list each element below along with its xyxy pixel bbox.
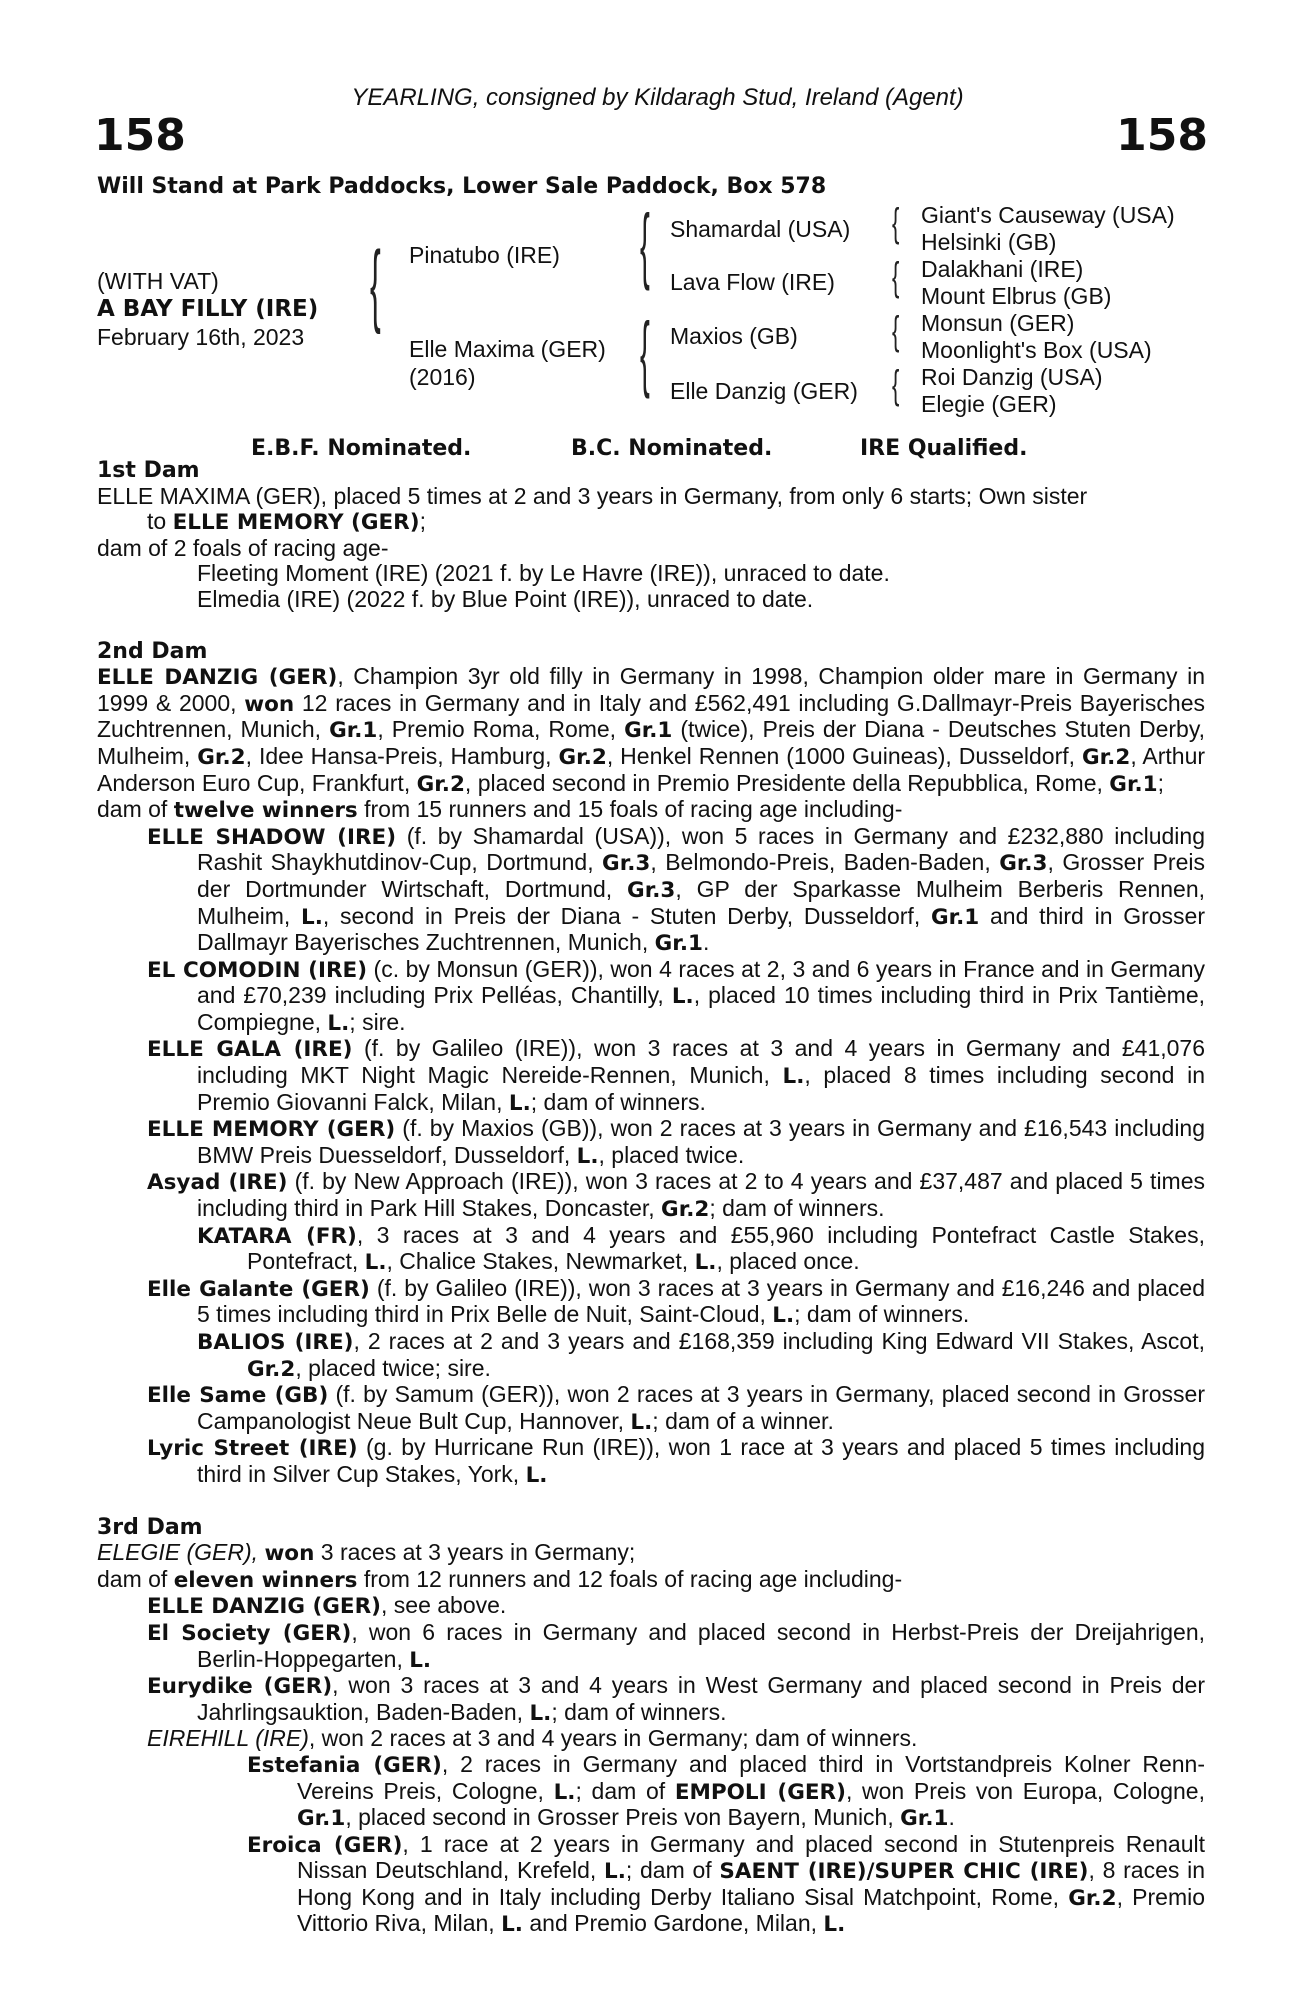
dam-of-line: dam of twelve winners from 15 runners and 15 foals of racing age including- (97, 796, 903, 824)
produce-entry: EL COMODIN (IRE) (c. by Monsun (GER)), won 4 races at 2, 3 and 6 years in France and in Germany and £70,239 including Prix Pelléas, Chantilly, L., placed 10 times including third in Prix Tantième, Compiegne, L.; sire. (147, 955, 1206, 1036)
brace: { (892, 201, 900, 245)
produce-entry: Asyad (IRE) (f. by New Approach (IRE)), won 3 races at 2 to 4 years and £37,487 and placed 5 times including third in Park Hill Stakes, Doncaster, Gr.2; dam of winners. (147, 1168, 1206, 1223)
ire-qualified: IRE Qualified. (860, 436, 1028, 461)
second-dam-summary: ELLE DANZIG (GER), Champion 3yr old filly in Germany in 1998, Champion older mare in Germany in 1999 & 2000, won 12 races in Germany and in Italy and £562,491 including G.Dallmayr-Preis Bayerisches Zuchtrennen, Munich, Gr.1, Premio Roma, Rome, Gr.1 (twice), Preis der Diana - Deutsches Stuten Derby, Mulheim, Gr.2, Idee Hansa-Preis, Hamburg, Gr.2, Henkel Rennen (1000 Guineas), Dusseldorf, Gr.2, Arthur Anderson Euro Cup, Frankfurt, Gr.2, placed second in Premio Presidente della Repubblica, Rome, Gr.1; (97, 663, 1206, 797)
first-dam-line: ELLE MAXIMA (GER), placed 5 times at 2 and 3 years in Germany, from only 6 starts; Own sister (97, 482, 1088, 509)
produce-entry: Elle Galante (GER) (f. by Galileo (IRE)), won 3 races at 3 years in Germany and £16,246 and placed 5 times including third in Prix Belle de Nuit, Saint-Cloud, L.; dam of winners. (147, 1274, 1205, 1329)
dam-year: (2016) (409, 364, 476, 390)
grandchild-entry: BALIOS (IRE), 2 races at 2 and 3 years and £168,359 including King Edward VII Stakes, Ascot, Gr.2, placed twice; sire. (197, 1328, 1205, 1382)
produce-entry: Eurydike (GER), won 3 races at 3 and 4 years in West Germany and placed second in Preis der Jahrlingsauktion, Baden-Baden, L.; dam of winners. (147, 1672, 1206, 1726)
first-dam-line: dam of 2 foals of racing age- (97, 534, 389, 561)
produce-entry: Lyric Street (IRE) (g. by Hurricane Run (IRE)), won 1 race at 3 years and placed 5 times including third in Silver Cup Stakes, York, L. (147, 1434, 1206, 1488)
brace: { (640, 305, 650, 399)
sister-name: ELLE MEMORY (GER) (172, 510, 420, 536)
produce-entry: ELLE DANZIG (GER), see above. (147, 1592, 507, 1620)
sire: Pinatubo (IRE) (409, 242, 560, 268)
lot-number-left: 158 (94, 110, 186, 161)
first-dam-heading: 1st Dam (97, 458, 200, 483)
ebf-nomination: E.B.F. Nominated. (251, 436, 472, 461)
dam-of-line: dam of eleven winners from 12 runners and 12 foals of racing age including- (97, 1565, 903, 1593)
stable-location: Will Stand at Park Paddocks, Lower Sale Paddock, Box 578 (97, 174, 827, 199)
consignment-subtitle: YEARLING, consigned by Kildaragh Stud, Ireland (Agent) (351, 84, 964, 111)
bc-nomination: B.C. Nominated. (571, 436, 773, 461)
dam-sire: Maxios (GB) (670, 323, 798, 349)
produce-entry: Elle Same (GB) (f. by Samum (GER)), won 2 races at 3 years in Germany, placed second in Grosser Campanologist Neue Bult Cup, Hannover, L.; dam of a winner. (147, 1381, 1206, 1435)
grandparent-1: Giant's Causeway (USA) (921, 202, 1175, 228)
second-dam-heading: 2nd Dam (97, 638, 208, 664)
grandchild-entry: Eroica (GER), 1 race at 2 years in Germany and placed second in Stutenpreis Renault Nissan Deutschland, Krefeld, L.; dam of SAENT (IRE)/SUPER CHIC (IRE), 8 races in Hong Kong and in Italy including Derby Italiano Sisal Matchpoint, Rome, Gr.2, Premio Vittorio Riva, Milan, L. and Premio Gardone, Milan, L. (247, 1830, 1206, 1938)
grandchild-entry: KATARA (FR), 3 races at 3 and 4 years and £55,960 including Pontefract Castle Stakes, Pontefract, L., Chalice Stakes, Newmarket, L., placed once. (197, 1221, 1205, 1276)
grandparent-2: Helsinki (GB) (921, 229, 1057, 255)
lot-number-right: 158 (1116, 110, 1208, 161)
sire-sire: Shamardal (USA) (670, 216, 851, 242)
brace: { (370, 233, 381, 335)
third-dam-summary: ELEGIE (GER), won 3 races at 3 years in Germany; (97, 1539, 636, 1567)
sire-dam: Lava Flow (IRE) (670, 269, 835, 295)
foal-entry: Fleeting Moment (IRE) (2021 f. by Le Havre (IRE)), unraced to date. (197, 560, 890, 587)
catalogue-body (97, 458, 1205, 1938)
first-dam-line: to ELLE MEMORY (GER); (147, 508, 426, 536)
horse-dob: February 16th, 2023 (97, 324, 305, 350)
produce-entry: ELLE MEMORY (GER) (f. by Maxios (GB)), won 2 races at 3 years in Germany and £16,543 including BMW Preis Duesseldorf, Dusseldorf, L., placed twice. (147, 1115, 1206, 1169)
grandparent-8: Elegie (GER) (921, 391, 1057, 417)
grandparent-5: Monsun (GER) (921, 310, 1075, 336)
dam: Elle Maxima (GER) (409, 336, 606, 362)
brace: { (892, 255, 900, 299)
grandparent-6: Moonlight's Box (USA) (921, 337, 1152, 363)
produce-entry: EIREHILL (IRE), won 2 races at 3 and 4 years in Germany; dam of winners. (147, 1725, 918, 1752)
dam-dam: Elle Danzig (GER) (670, 378, 858, 404)
produce-entry: ELLE SHADOW (IRE) (f. by Shamardal (USA)), won 5 races in Germany and £232,880 including Rashit Shaykhutdinov-Cup, Dortmund, Gr.3, Belmondo-Preis, Baden-Baden, Gr.3, Grosser Preis der Dortmunder Wirtschaft, Dortmund, Gr.3, GP der Sparkasse Mulheim Berberis Rennen, Mulheim, L., second in Preis der Diana - Stuten Derby, Dusseldorf, Gr.1 and third in Grosser Dallmayr Bayerisches Zuchtrennen, Munich, Gr.1. (147, 822, 1206, 957)
grandparent-7: Roi Danzig (USA) (921, 364, 1103, 390)
produce-entry: ELLE GALA (IRE) (f. by Galileo (IRE)), won 3 races at 3 and 4 years in Germany and £41,076 including MKT Night Magic Nereide-Rennen, Munich, L., placed 8 times including second in Premio Giovanni Falck, Milan, L.; dam of winners. (147, 1035, 1205, 1116)
brace: { (640, 197, 650, 291)
produce-entry: El Society (GER), won 6 races in Germany and placed second in Herbst-Preis der Dreijahrigen, Berlin-Hoppegarten, L. (147, 1618, 1206, 1673)
brace: { (892, 363, 900, 407)
brace: { (892, 309, 900, 353)
grandparent-3: Dalakhani (IRE) (921, 256, 1084, 282)
vat-note: (WITH VAT) (97, 268, 219, 294)
grandchild-entry: Estefania (GER), 2 races in Germany and placed third in Vortstandpreis Kolner Renn-Vereins Preis, Cologne, L.; dam of EMPOLI (GER), won Preis von Europa, Cologne, Gr.1, placed second in Grosser Preis von Bayern, Munich, Gr.1. (247, 1750, 1205, 1832)
foal-entry: Elmedia (IRE) (2022 f. by Blue Point (IRE)), unraced to date. (197, 585, 814, 612)
grandparent-4: Mount Elbrus (GB) (921, 283, 1112, 309)
horse-name: A BAY FILLY (IRE) (97, 296, 319, 322)
third-dam-heading: 3rd Dam (97, 1514, 203, 1540)
